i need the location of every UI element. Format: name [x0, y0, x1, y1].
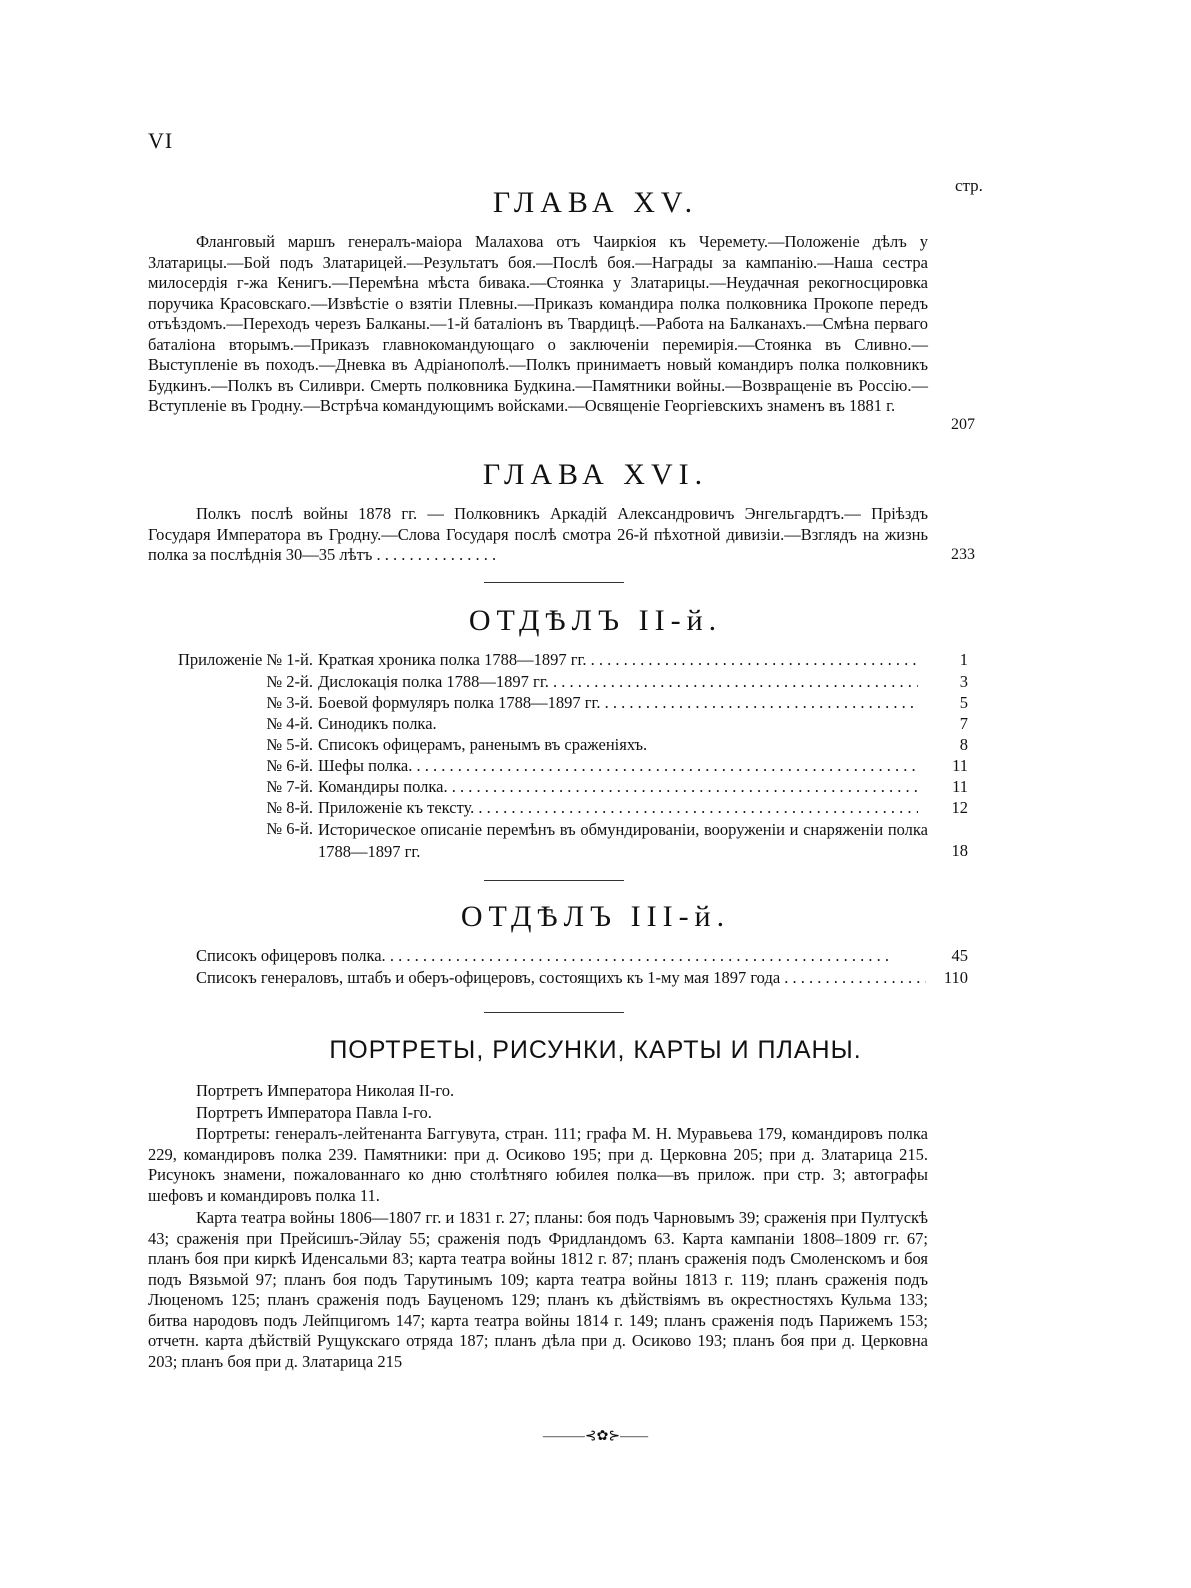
- toc-entry-page: 3: [959, 672, 968, 691]
- end-ornament: ———⊰✿⊱——: [542, 1429, 649, 1444]
- toc-entry-page: 18: [951, 841, 968, 860]
- toc-entry-page: 11: [952, 756, 968, 775]
- toc-entry-page: 5: [959, 693, 968, 712]
- toc-entry-page: 12: [951, 798, 968, 817]
- portraits-title: ПОРТРЕТЫ, РИСУНКИ, КАРТЫ И ПЛАНЫ.: [329, 1036, 862, 1064]
- chapter-16-title: ГЛАВА XVI.: [482, 458, 709, 491]
- toc-entry: [148, 946, 968, 968]
- chapter-15-title: ГЛАВА XV.: [492, 186, 699, 219]
- toc-entry-title: Историческое описаніе перемѣнъ въ обмундированіи, вооруженіи и снаряженіи полка 1788—1897 гг.: [318, 820, 928, 861]
- toc-entry: [148, 650, 968, 672]
- toc-entry-number: № 4-й.: [266, 714, 313, 733]
- chapter-16-page: 233: [951, 546, 975, 563]
- page-column-label: стр.: [955, 176, 983, 195]
- toc-entry-title: Синодикъ полка.: [318, 714, 437, 733]
- toc-entry-page: 8: [959, 735, 968, 754]
- divider: [484, 1012, 624, 1013]
- toc-entry-page: 110: [943, 968, 968, 987]
- toc-entry-page: 7: [959, 714, 968, 733]
- toc-entry-number: № 6-й.: [266, 756, 313, 775]
- section-2-title: ОТДѢЛЪ II-й.: [468, 604, 723, 637]
- section-3-title: ОТДѢЛЪ III-й.: [460, 900, 731, 933]
- toc-entry-title: Списокъ офицерамъ, раненымъ въ сраженіяхъ.: [318, 735, 648, 754]
- toc-entry: [148, 798, 968, 820]
- divider: [484, 880, 624, 881]
- toc-entry-number: № 3-й.: [266, 693, 313, 712]
- toc-entry-number: № 5-й.: [266, 735, 313, 754]
- portraits-paragraph: Портреты: генералъ-лейтенанта Баггувута, стран. 111; графа М. Н. Муравьева 179, командировъ полка 229, командировъ полка 239. Памятники: при д. Осиково 195; при д. Церковна 205; при д. Златарица 215. Рисунокъ знамени, пожалованнаго ко дню столѣтняго юбилея полка—въ прилож. при стр. 3; автографы шефовъ и командировъ полка 11.: [148, 1124, 928, 1205]
- divider: [484, 582, 624, 583]
- chapter-15-summary: Фланговый маршъ генералъ-маіора Малахова отъ Чаиркіоя къ Черемету.—Положеніе дѣлъ у Златарицы.—Бой подъ Златарицей.—Результатъ боя.—Послѣ боя.—Награды за кампанію.—Наша сестра милосердія г-жа Кенигъ.—Перемѣна мѣста бивака.—Стоянка у Златарицы.—Неудачная рекогносцировка поручика Красовскаго.—Извѣстіе о взятіи Плевны.—Приказъ командира полка полковника Прокопе передъ отъѣздомъ.—Переходъ черезъ Балканы.—1-й баталіонъ въ Твардицѣ.—Работа на Балканахъ.—Смѣна перваго баталіона вторымъ.—Приказъ главнокомандующаго о заключеніи перемирія.—Стоянка въ Сливно.—Выступленіе въ походъ.—Дневка въ Адріанополѣ.—Полкъ принимаетъ новый командиръ полка полковникъ Будкинъ.—Полкъ въ Силиври. Смерть полковника Будкина.—Памятники войны.—Возвращеніе въ Россію.—Вступленіе въ Гродну.—Встрѣча командующимъ войсками.—Освященіе Георгіевскихъ знаменъ въ 1881 г.: [148, 232, 928, 415]
- toc-entry-number: № 8-й.: [266, 798, 313, 817]
- toc-entry-title: Краткая хроника полка 1788—1897 гг. . . .: [318, 650, 918, 670]
- toc-entry: [148, 968, 968, 990]
- toc-entry: [148, 819, 968, 863]
- toc-entry-title: Приложеніе къ тексту. . . .: [318, 798, 918, 818]
- page-number: VI: [148, 128, 174, 153]
- toc-entry-title: Боевой формуляръ полка 1788—1897 гг. . . .: [318, 693, 918, 713]
- chapter-15-page: 207: [951, 416, 975, 433]
- chapter-16-summary: Полкъ послѣ войны 1878 гг. — Полковникъ Аркадій Александровичъ Энгельгардтъ.— Пріѣздъ Государя Императора въ Гродну.—Слова Государя послѣ смотра 26-й пѣхотной дивизіи.—Взглядъ на жизнь полка за послѣднія 30—35 лѣтъ . . . . . . . . . . . . . . .: [148, 504, 928, 564]
- portrait-line-2: Портретъ Императора Павла I-го.: [196, 1103, 432, 1122]
- toc-entry: [148, 714, 968, 736]
- toc-entry: [148, 693, 968, 715]
- toc-entry-title: Дислокація полка 1788—1897 гг. . . .: [318, 672, 918, 692]
- toc-entry: [148, 777, 968, 799]
- toc-entry-title: Списокъ офицеровъ полка. . . .: [196, 946, 916, 966]
- toc-entry-page: 11: [952, 777, 968, 796]
- toc-entry-title: Списокъ генераловъ, штабъ и оберъ-офицеровъ, состоящихъ къ 1-му мая 1897 года . . .: [196, 968, 926, 988]
- toc-entry-page: 45: [951, 946, 968, 965]
- toc-entry-title: Шефы полка. . . .: [318, 756, 918, 776]
- toc-entry: [148, 735, 968, 757]
- toc-entry-number: № 2-й.: [266, 672, 313, 691]
- toc-entry-page: 1: [959, 650, 968, 669]
- toc-entry-number: № 6-й.: [266, 819, 313, 838]
- maps-paragraph: Карта театра войны 1806—1807 гг. и 1831 г. 27; планы: боя подъ Чарновымъ 39; сраженія при Пултускѣ 43; сраженія при Прейсишъ-Эйлау 55; сраженія подъ Фридландомъ 63. Карта кампаніи 1808–1809 гг. 67; планъ боя при киркѣ Иденсальми 83; карта театра войны 1812 г. 87; планъ сраженія подъ Смоленскомъ и боя подъ Вязьмой 97; планъ боя подъ Тарутинымъ 109; карта театра войны 1813 г. 119; планъ сраженія подъ Люценомъ 125; планъ сраженія подъ Бауценомъ 129; планъ къ дѣйствіямъ въ окрестностяхъ Кульма 133; битва народовъ подъ Лейпцигомъ 147; карта театра войны 1814 г. 149; планъ сраженія подъ Парижемъ 153; отчетн. карта дѣйствій Рущукскаго отряда 187; планъ дѣла при д. Осиково 193; планъ боя при д. Церковна 203; планъ боя при д. Златарица 215: [148, 1208, 928, 1371]
- toc-entry: [148, 756, 968, 778]
- toc-entry-number: № 7-й.: [266, 777, 313, 796]
- toc-entry: [148, 672, 968, 694]
- portrait-line-1: Портретъ Императора Николая II-го.: [196, 1081, 455, 1100]
- toc-entry-title: Командиры полка. . . .: [318, 777, 918, 797]
- toc-entry-number: Приложеніе № 1-й.: [177, 650, 313, 669]
